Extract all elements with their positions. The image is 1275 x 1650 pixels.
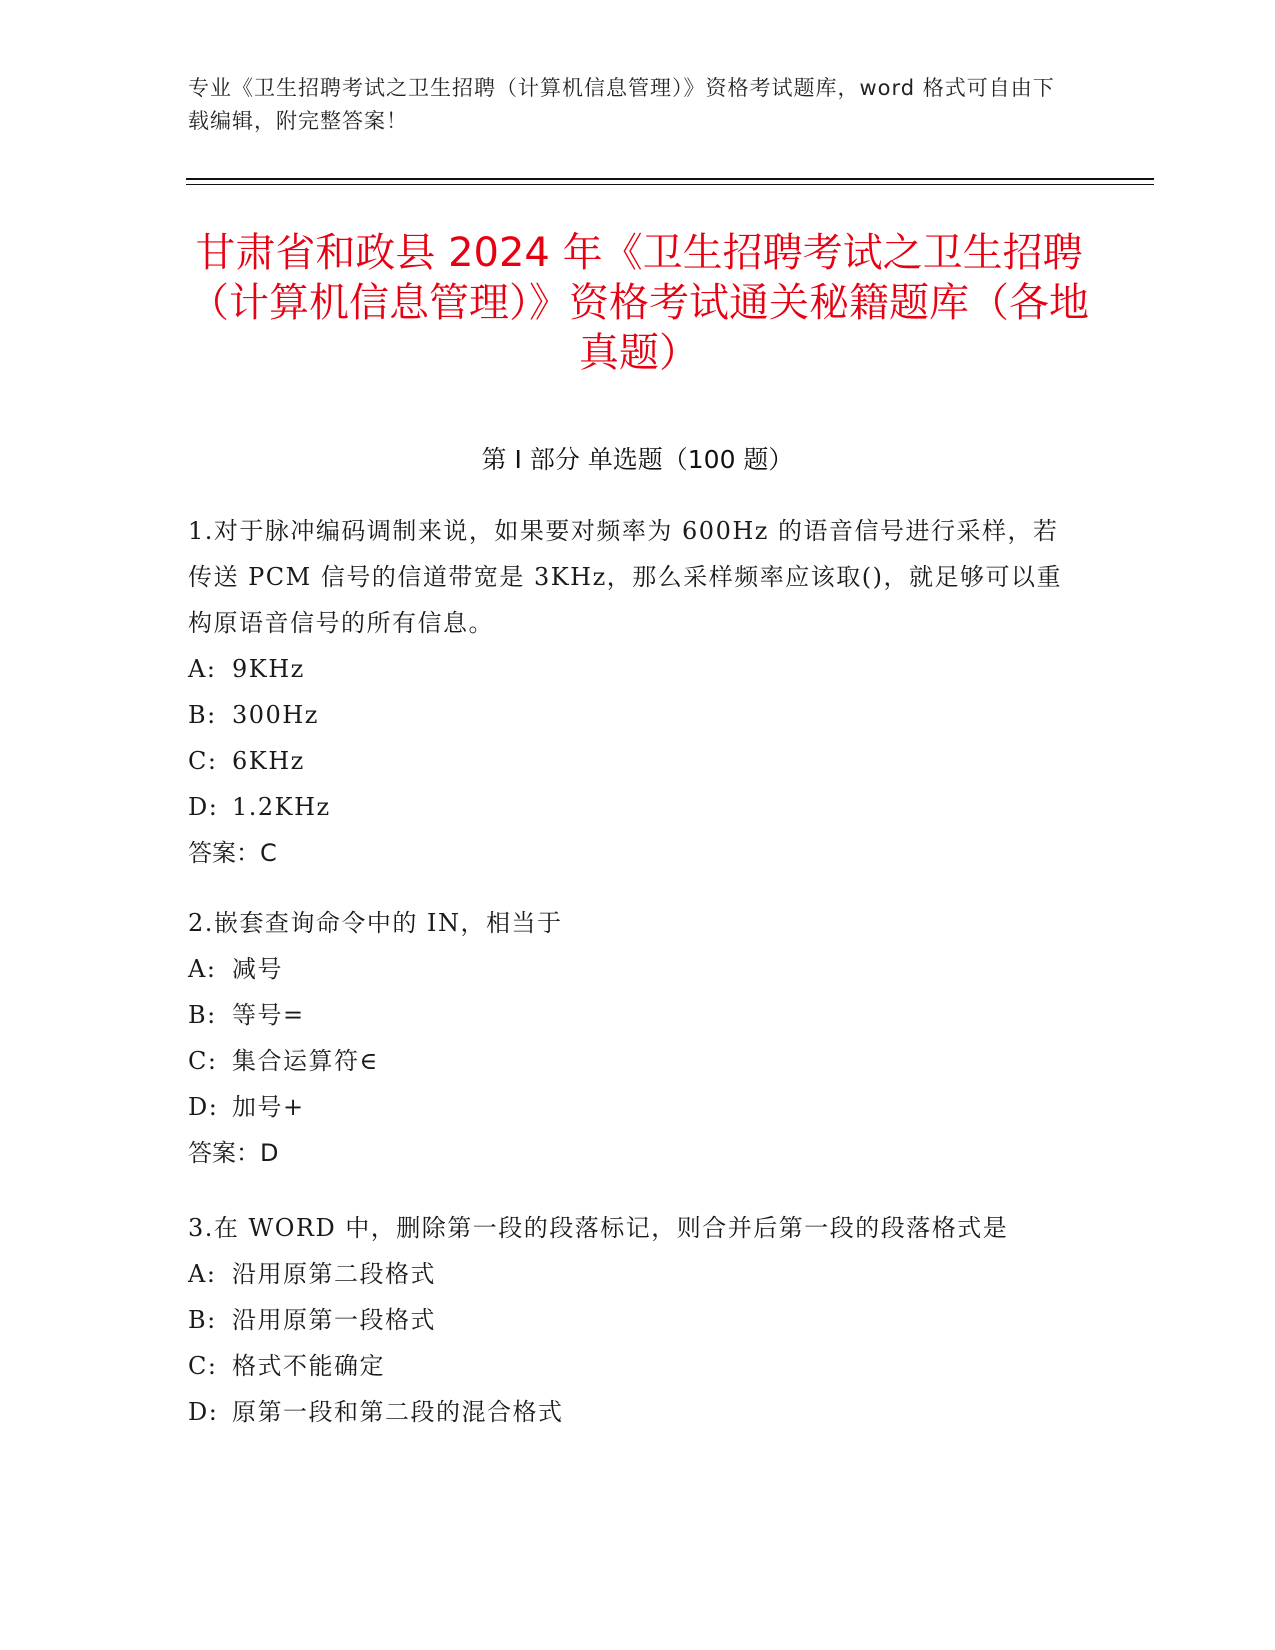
option-text: 沿用原第二段格式 bbox=[232, 1260, 436, 1288]
option-a bbox=[188, 646, 1078, 692]
section-heading: 第 I 部分 单选题（100 题） bbox=[481, 445, 794, 474]
option-key: B: bbox=[188, 1306, 217, 1334]
option-c bbox=[188, 1038, 1078, 1084]
option-key: C: bbox=[188, 747, 218, 775]
option-text: 加号+ bbox=[232, 1093, 305, 1121]
option-key: C: bbox=[188, 1352, 218, 1380]
option-c bbox=[188, 738, 1078, 784]
option-key: C: bbox=[188, 1047, 218, 1075]
header-rule-thin bbox=[186, 184, 1154, 185]
header-note: 专业《卫生招聘考试之卫生招聘（计算机信息管理）》资格考试题库，word 格式可自由下载编辑，附完整答案！ bbox=[188, 76, 1055, 133]
option-key: B: bbox=[188, 1001, 217, 1029]
option-b bbox=[188, 992, 1078, 1038]
option-a bbox=[188, 946, 1078, 992]
option-c bbox=[188, 1343, 1078, 1389]
option-text: 原第一段和第二段的混合格式 bbox=[232, 1398, 564, 1426]
option-text: 减号 bbox=[232, 955, 283, 983]
question-stem: 3.在 WORD 中，删除第一段的段落标记，则合并后第一段的段落格式是 bbox=[188, 1214, 1009, 1242]
option-key: A: bbox=[188, 655, 217, 683]
question-stem: 2.嵌套查询命令中的 IN，相当于 bbox=[188, 909, 563, 937]
question-1 bbox=[188, 508, 1078, 876]
question-stem: 1.对于脉冲编码调制来说，如果要对频率为 600Hz 的语音信号进行采样，若传送 PCM 信号的信道带宽是 3KHz，那么采样频率应该取()，就足够可以重构原语音信号的所有信息。 bbox=[188, 517, 1062, 637]
option-text: 格式不能确定 bbox=[232, 1352, 385, 1380]
option-key: D: bbox=[188, 793, 219, 821]
option-a bbox=[188, 1251, 1078, 1297]
option-text: 沿用原第一段格式 bbox=[232, 1306, 436, 1334]
option-text: 9KHz bbox=[232, 655, 305, 683]
option-b bbox=[188, 692, 1078, 738]
question-2 bbox=[188, 900, 1078, 1176]
document-title: 甘肃省和政县 2024 年《卫生招聘考试之卫生招聘（计算机信息管理）》资格考试通关秘籍题库（各地真题） bbox=[189, 230, 1089, 376]
option-text: 集合运算符∈ bbox=[232, 1047, 379, 1075]
option-key: A: bbox=[188, 955, 217, 983]
answer-line: 答案：D bbox=[188, 1139, 279, 1167]
option-b bbox=[188, 1297, 1078, 1343]
question-3 bbox=[188, 1205, 1078, 1435]
header-rule-thick bbox=[186, 178, 1154, 180]
option-key: A: bbox=[188, 1260, 217, 1288]
option-key: D: bbox=[188, 1093, 219, 1121]
option-key: B: bbox=[188, 701, 217, 729]
option-text: 1.2KHz bbox=[232, 793, 331, 821]
option-text: 300Hz bbox=[232, 701, 319, 729]
option-text: 6KHz bbox=[232, 747, 305, 775]
option-d bbox=[188, 1084, 1078, 1130]
answer-line: 答案：C bbox=[188, 839, 277, 867]
option-d bbox=[188, 784, 1078, 830]
option-d bbox=[188, 1389, 1078, 1435]
option-text: 等号= bbox=[232, 1001, 305, 1029]
option-key: D: bbox=[188, 1398, 219, 1426]
